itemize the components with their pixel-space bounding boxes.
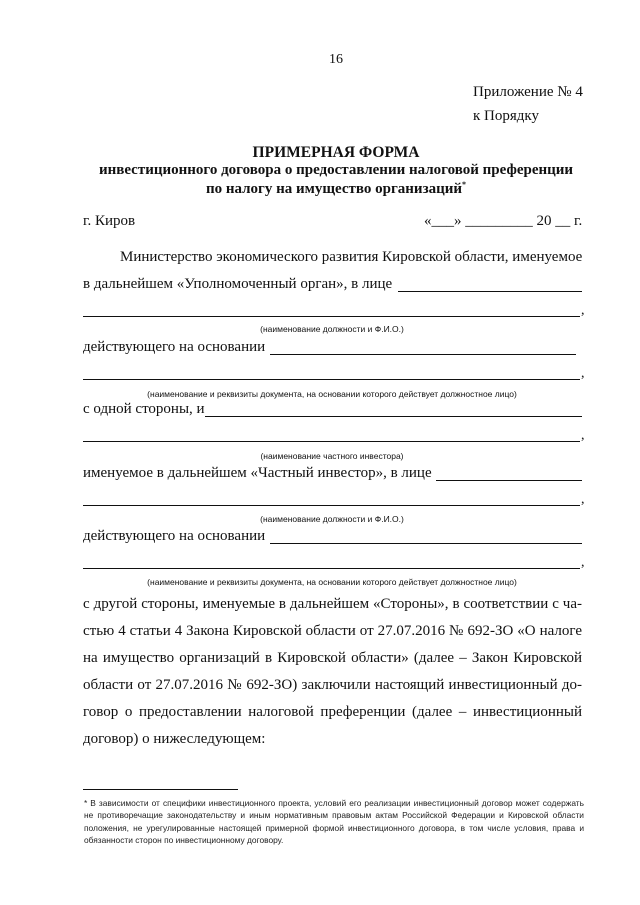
body-line-1: с другой стороны, именуемые в дальнейшем «Стороны», в соответствии с ча- xyxy=(83,596,582,612)
caption-position-name-1: (наименование должности и Ф.И.О.) xyxy=(260,324,404,334)
intro-line: Министерство экономического развития Кировской области, именуемое xyxy=(120,249,583,265)
comma-4: , xyxy=(581,492,585,507)
footnote-text: * В зависимости от специфики инвестиционного проекта, условий его реализации инвестиционный договор может содержать не противоречащие законодательству и иным нормативным правовым актам Российской Федерации и Кировской области положения, не урегулированные настоящей примерной формой инвестиционного договора, в том числе условия, права и обязанности сторон по инвестиционному договору. xyxy=(84,798,584,845)
comma-2: , xyxy=(581,366,585,381)
body-line-2: стью 4 статьи 4 Закона Кировской области от 27.07.2016 № 692-ЗО «О налоге xyxy=(83,623,582,639)
acting-basis-label-1: действующего на основании xyxy=(83,339,266,355)
caption-document-1: (наименование и реквизиты документа, на основании которого действует должностное лицо) xyxy=(147,389,517,399)
position-name-blank-1[interactable] xyxy=(83,316,580,317)
basis-document-blank-2[interactable] xyxy=(83,568,580,569)
investor-person-blank[interactable] xyxy=(436,480,582,481)
body-line-5: говор о предоставлении налоговой преференции (далее – инвестиционный xyxy=(83,704,582,720)
footnote-separator xyxy=(83,789,238,790)
appendix-line-1: Приложение № 4 xyxy=(473,84,583,100)
title-line-3-text: по налогу на имущество организаций xyxy=(205,181,463,197)
investor-blank-2[interactable] xyxy=(83,441,580,442)
basis-document-blank-1[interactable] xyxy=(83,379,580,380)
body-line-4: области от 27.07.2016 № 692-ЗО) заключили настоящий инвестиционный до- xyxy=(83,677,582,693)
acting-basis-blank-1[interactable] xyxy=(270,354,576,355)
title-line-1: ПРИМЕРНАЯ ФОРМА xyxy=(252,144,420,161)
caption-document-2: (наименование и реквизиты документа, на основании которого действует должностное лицо) xyxy=(147,577,517,587)
date-template: «___» _________ 20 __ г. xyxy=(424,213,583,229)
authorized-person-blank[interactable] xyxy=(398,291,582,292)
comma-3: , xyxy=(581,428,585,443)
page-number: 16 xyxy=(329,52,343,67)
comma-1: , xyxy=(581,303,585,318)
one-side-label: с одной стороны, и xyxy=(83,401,205,417)
acting-basis-blank-2[interactable] xyxy=(270,543,582,544)
place-label: г. Киров xyxy=(83,213,136,229)
position-name-blank-2[interactable] xyxy=(83,505,580,506)
acting-basis-label-2: действующего на основании xyxy=(83,528,266,544)
investor-blank-1[interactable] xyxy=(205,416,582,417)
title-line-2: инвестиционного договора о предоставлении налоговой преференции xyxy=(98,162,574,178)
appendix-line-2: к Порядку xyxy=(473,108,539,124)
body-line-3: на имущество организаций в Кировской области» (далее – Закон Кировской xyxy=(83,650,582,666)
caption-investor: (наименование частного инвестора) xyxy=(260,451,404,461)
body-line-6: договор) о нижеследующем: xyxy=(83,731,266,747)
title-line-3 xyxy=(16,180,640,198)
title-footnote-mark: * xyxy=(462,180,467,189)
authorized-in-person-label: в дальнейшем «Уполномоченный орган», в лице xyxy=(83,276,393,292)
comma-5: , xyxy=(581,555,585,570)
caption-position-name-2: (наименование должности и Ф.И.О.) xyxy=(260,514,404,524)
investor-in-person-label: именуемое в дальнейшем «Частный инвестор», в лице xyxy=(83,465,432,481)
